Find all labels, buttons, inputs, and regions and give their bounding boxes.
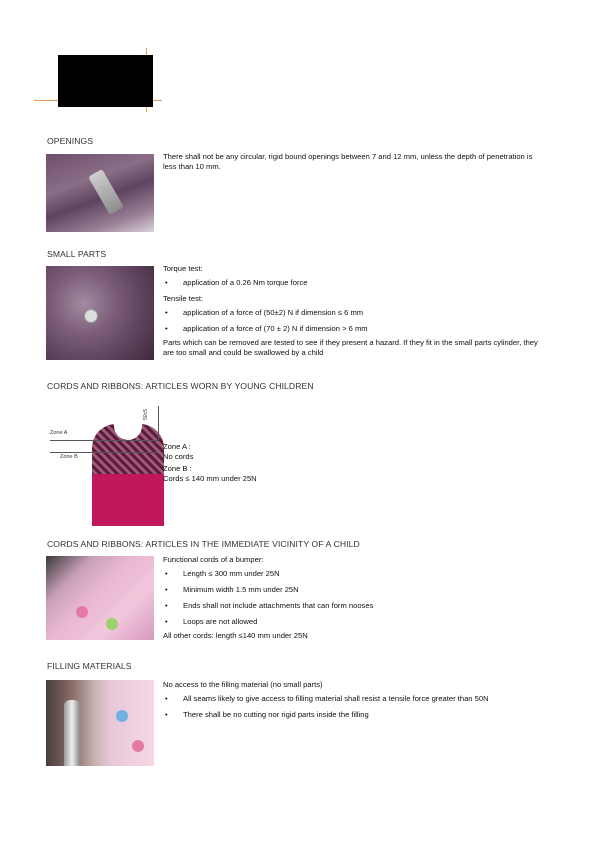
metal-bar-image — [64, 700, 80, 766]
cords-vicinity-heading: CORDS AND RIBBONS: ARTICLES IN THE IMMEDIATE VICINITY OF A CHILD — [47, 539, 360, 549]
dimension-line — [158, 406, 159, 440]
list-item-text: application of a force of (50±2) N if dimension ≤ 6 mm — [183, 308, 364, 317]
flower-decoration — [132, 740, 144, 752]
bullet-icon: • — [165, 694, 168, 703]
cords-vicinity-outro: All other cords: length ≤140 mm under 25N — [163, 631, 308, 640]
bullet-icon: • — [165, 278, 168, 287]
filling-heading: FILLING MATERIALS — [47, 661, 132, 671]
list-item-text: Loops are not allowed — [183, 617, 258, 626]
cords-vicinity-text — [163, 555, 543, 645]
openings-text — [163, 152, 543, 176]
bullet-icon: • — [165, 324, 168, 333]
list-item — [163, 278, 543, 288]
small-parts-note: Parts which can be removed are tested to see if they present a hazard. If they fit in the small parts cylinder, they are too small and could be swallowed by a child — [163, 338, 538, 357]
zone-b-text: Cords ≤ 140 mm under 25N — [163, 474, 257, 483]
zone-b-title: Zone B : — [163, 464, 192, 473]
list-item — [163, 694, 563, 704]
torque-label: Torque test: — [163, 264, 203, 273]
filling-intro: No access to the filling material (no small parts) — [163, 680, 323, 689]
list-item-text: application of a 0.26 Nm torque force — [183, 278, 308, 287]
sleeping-bag-bottom — [92, 474, 164, 526]
list-item — [163, 601, 543, 611]
openings-paragraph: There shall not be any circular, rigid bound openings between 7 and 12 mm, unless the depth of penetration is less than 10 mm. — [163, 152, 533, 171]
logo-black-box — [58, 55, 153, 107]
zone-a-title: Zone A : — [163, 442, 191, 451]
dimension-label: 50±5 — [143, 408, 149, 420]
small-parts-text — [163, 264, 543, 362]
cords-young-text — [163, 442, 363, 484]
zone-a-label: Zone A — [50, 430, 68, 436]
list-item-text: Length ≤ 300 mm under 25N — [183, 569, 280, 578]
filling-text — [163, 680, 563, 726]
sleeping-bag-figure — [50, 398, 156, 528]
list-item-text: Minimum width 1.5 mm under 25N — [183, 585, 299, 594]
zone-b-label: Zone B — [60, 454, 78, 460]
bullet-icon: • — [165, 617, 168, 626]
list-item — [163, 308, 543, 318]
list-item — [163, 585, 543, 595]
filling-photo — [46, 680, 154, 766]
list-item-text: application of a force of (70 ± 2) N if dimension > 6 mm — [183, 324, 368, 333]
zone-a-text: No cords — [163, 452, 194, 461]
zone-b-line — [50, 452, 158, 453]
tensile-label: Tensile test: — [163, 294, 204, 303]
small-parts-heading: SMALL PARTS — [47, 249, 107, 259]
list-item-text: All seams likely to give access to filling material shall resist a tensile force greater than 50N — [183, 694, 489, 703]
openings-heading: OPENINGS — [47, 136, 94, 146]
bullet-icon: • — [165, 308, 168, 317]
list-item — [163, 617, 543, 627]
list-item-text: Ends shall not include attachments that can form nooses — [183, 601, 374, 610]
zone-a-line — [50, 440, 158, 441]
list-item — [163, 569, 543, 579]
flower-decoration — [76, 606, 88, 618]
cords-vicinity-intro: Functional cords of a bumper: — [163, 555, 264, 564]
list-item-text: There shall be no cutting nor rigid parts inside the filling — [183, 710, 369, 719]
zipper-image — [88, 169, 124, 215]
cords-young-heading: CORDS AND RIBBONS: ARTICLES WORN BY YOUNG CHILDREN — [47, 381, 314, 391]
bullet-icon: • — [165, 710, 168, 719]
flower-decoration — [106, 618, 118, 630]
list-item — [163, 324, 543, 334]
bullet-icon: • — [165, 601, 168, 610]
list-item — [163, 710, 563, 720]
bullet-icon: • — [165, 585, 168, 594]
flower-decoration — [116, 710, 128, 722]
button-stud-image — [84, 309, 98, 323]
bullet-icon: • — [165, 569, 168, 578]
small-parts-photo — [46, 266, 154, 360]
bumper-photo — [46, 556, 154, 640]
openings-photo — [46, 154, 154, 232]
